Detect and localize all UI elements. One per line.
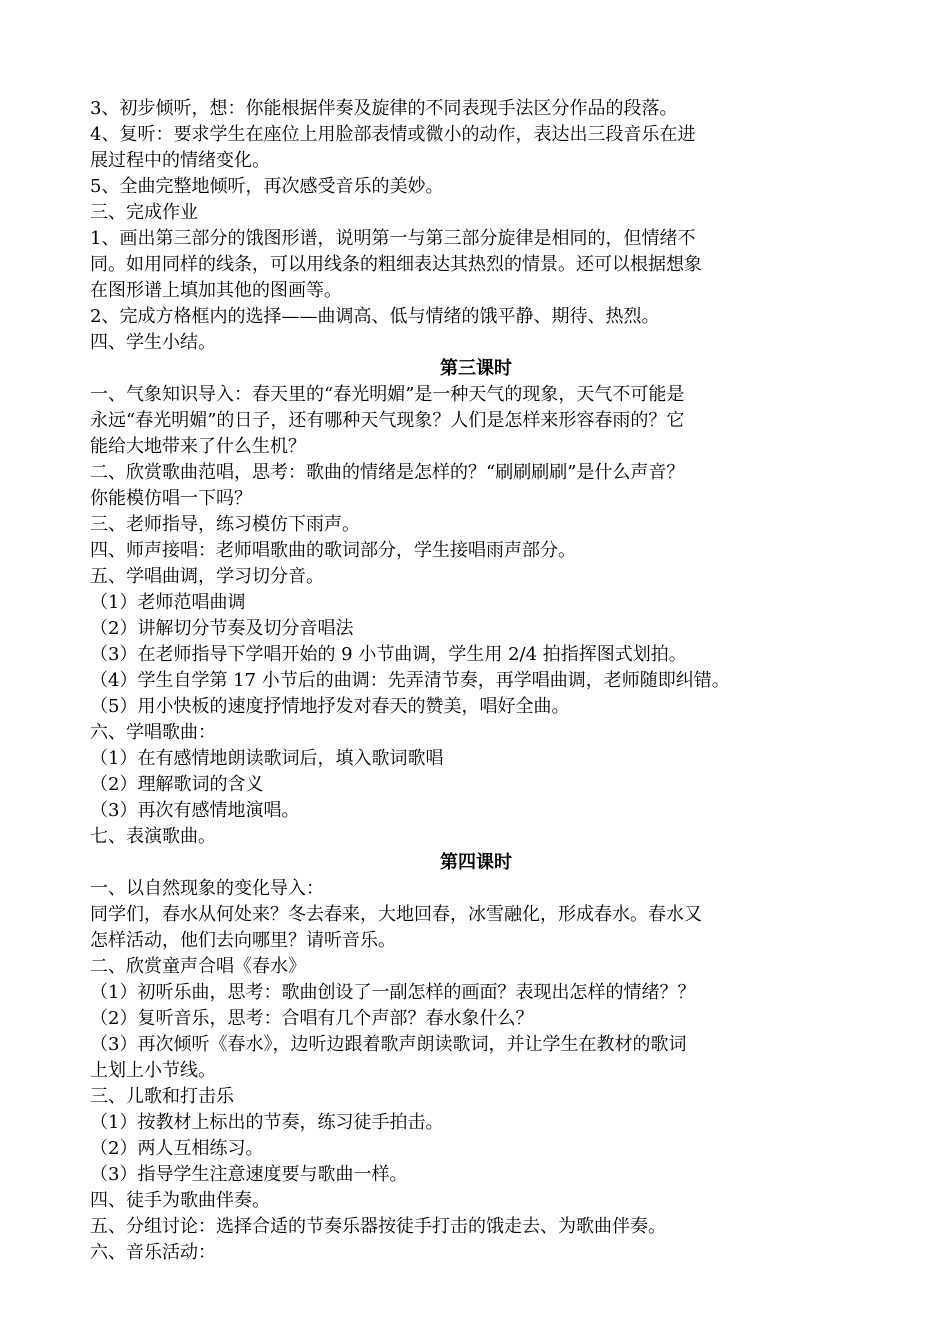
text-line: （3）再次倾听《春水》，边听边跟着歌声朗读歌词，并让学生在教材的歌词 [90, 1034, 687, 1055]
text-line: 三、儿歌和打击乐 [90, 1086, 234, 1107]
text-line: 2、完成方格框内的选择——曲调高、低与情绪的饿平静、期待、热烈。 [90, 306, 660, 327]
text-line: 一、气象知识导入：春天里的“春光明媚”是一种天气的现象，天气不可能是 [90, 384, 685, 405]
text-line: 三、完成作业 [90, 202, 198, 223]
text-line: （4）学生自学第 17 小节后的曲调：先弄清节奏，再学唱曲调，老师随即纠错。 [90, 670, 730, 691]
text-line: 四、学生小结。 [90, 332, 216, 353]
text-line: 怎样活动，他们去向哪里？请听音乐。 [90, 930, 396, 951]
text-line: 你能模仿唱一下吗？ [90, 488, 252, 509]
text-line: （2）两人互相练习。 [90, 1138, 264, 1159]
text-line: （2）复听音乐，思考：合唱有几个声部？春水象什么？ [90, 1008, 534, 1029]
text-line: 一、以自然现象的变化导入： [90, 878, 324, 899]
text-line: 六、音乐活动： [90, 1242, 216, 1263]
text-line: （1）在有感情地朗读歌词后，填入歌词歌唱 [90, 748, 444, 769]
text-line: 二、欣赏歌曲范唱，思考：歌曲的情绪是怎样的？“刷刷刷刷”是什么声音？ [90, 462, 685, 483]
text-line: 七、表演歌曲。 [90, 826, 216, 847]
text-line: 四、师声接唱：老师唱歌曲的歌词部分，学生接唱雨声部分。 [90, 540, 576, 561]
text-line: 在图形谱上填加其他的图画等。 [90, 280, 342, 301]
text-line: 3、初步倾听，想：你能根据伴奏及旋律的不同表现手法区分作品的段落。 [90, 98, 678, 119]
text-line: 同。如用同样的线条，可以用线条的粗细表达其热烈的情景。还可以根据想象 [90, 254, 702, 275]
text-line: （2）理解歌词的含义 [90, 774, 264, 795]
text-line: 能给大地带来了什么生机？ [90, 436, 306, 457]
text-line: （3）指导学生注意速度要与歌曲一样。 [90, 1164, 408, 1185]
text-line: 六、学唱歌曲： [90, 722, 216, 743]
text-line: 五、分组讨论：选择合适的节奏乐器按徒手打击的饿走去、为歌曲伴奏。 [90, 1216, 666, 1237]
section-heading: 第三课时 [440, 358, 512, 379]
text-line: （2）讲解切分节奏及切分音唱法 [90, 618, 354, 639]
document-page [90, 96, 862, 1266]
text-line: 二、欣赏童声合唱《春水》 [90, 956, 306, 977]
text-line: 上划上小节线。 [90, 1060, 216, 1081]
text-line: （5）用小快板的速度抒情地抒发对春天的赞美，唱好全曲。 [90, 696, 570, 717]
text-line: 同学们，春水从何处来？冬去春来，大地回春，冰雪融化，形成春水。春水又 [90, 904, 702, 925]
text-line: 5、全曲完整地倾听，再次感受音乐的美妙。 [90, 176, 444, 197]
text-line: 五、学唱曲调，学习切分音。 [90, 566, 324, 587]
text-line: 1、画出第三部分的饿图形谱，说明第一与第三部分旋律是相同的，但情绪不 [90, 228, 696, 249]
text-line: （1）老师范唱曲调 [90, 592, 246, 613]
text-line: 四、徒手为歌曲伴奏。 [90, 1190, 270, 1211]
text-line: 永远“春光明媚”的日子，还有哪种天气现象？人们是怎样来形容春雨的？它 [90, 410, 685, 431]
section-heading: 第四课时 [440, 852, 512, 873]
text-line: （1）初听乐曲，思考：歌曲创设了一副怎样的画面？表现出怎样的情绪？？ [90, 982, 696, 1003]
text-line: （3）再次有感情地演唱。 [90, 800, 300, 821]
text-line: 4、复听：要求学生在座位上用脸部表情或微小的动作，表达出三段音乐在进 [90, 124, 696, 145]
text-line: 展过程中的情绪变化。 [90, 150, 270, 171]
text-line: （1）按教材上标出的节奏，练习徒手拍击。 [90, 1112, 444, 1133]
text-line: （3）在老师指导下学唱开始的 9 小节曲调，学生用 2/4 拍指挥图式划拍。 [90, 644, 687, 665]
text-line: 三、老师指导，练习模仿下雨声。 [90, 514, 360, 535]
